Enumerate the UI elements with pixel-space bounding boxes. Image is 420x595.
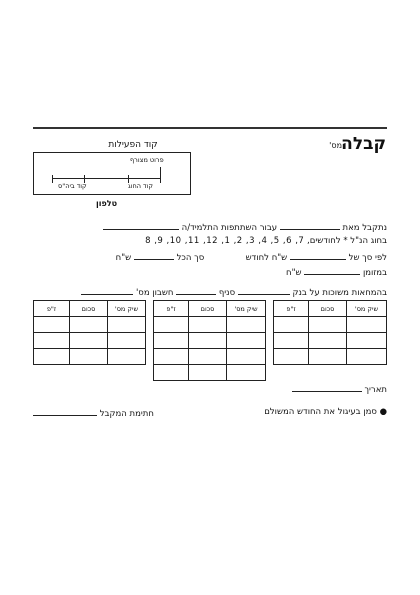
bullet-icon: ● [379,407,387,417]
cheques-bank-label: בהמחאות משוכות על בנק [292,288,387,298]
bank-field[interactable] [238,286,290,295]
months-row [145,236,387,246]
due-date-header: ז"פ [154,301,189,317]
signature-field[interactable] [33,407,97,416]
cheque-table-right [273,300,387,365]
amount-header: סכום [70,301,108,317]
table-row [154,317,266,333]
cash-row [286,266,387,278]
receipt-number-label: מס' [329,141,342,150]
item-detail-label: פרוט מצורף [130,156,164,164]
top-rule [33,127,387,129]
table-row [34,317,146,333]
received-from-row [103,221,387,233]
receipt-title: קבלה [341,134,386,154]
date-label: תאריך [364,385,387,395]
table-row [274,349,387,365]
account-field[interactable] [81,286,133,295]
due-date-header: ז"פ [274,301,309,317]
phone-label: טלפון [96,199,118,208]
cheque-table-middle [153,300,266,381]
amount-header: סכום [309,301,347,317]
table-row [154,365,266,381]
date-row [292,383,387,395]
amount-header: סכום [189,301,227,317]
activity-code-title: קוד הפעילות [108,140,158,150]
cheque-table-left [33,300,146,365]
table-row [34,349,146,365]
cheque-no-header: שיק מס' [108,301,146,317]
activity-code-box [33,152,191,195]
per-amount-label: לפי סך של [348,253,387,263]
cash-amount-field[interactable] [304,266,360,275]
table-row [274,333,387,349]
school-code-label: קוד ביה"ס [58,182,87,190]
monthly-amount-field[interactable] [290,251,346,260]
received-from-field[interactable] [280,221,340,230]
cash-nis-label: ש"ח [286,268,302,278]
received-from-label: נתקבל מאת [342,223,387,233]
signature-row [33,407,154,419]
branch-label: סניף [218,288,236,298]
cheque-no-header: שיק מס' [227,301,266,317]
branch-field[interactable] [176,286,216,295]
amount-row [116,251,387,263]
receiver-signature-label: חתימת המקבל [99,409,154,419]
code-tick [160,167,161,183]
months-prefix: בחוג הנ"ל * לחודשים, [307,236,387,246]
total-nis-label: ש"ח [115,253,132,263]
table-row [34,333,146,349]
table-row [274,317,387,333]
cheque-no-header: שיק מס' [347,301,387,317]
total-label: סך הכל [176,253,205,263]
due-date-header: ז"פ [34,301,70,317]
months-list[interactable]: 7, 6, 5, 4, 3, 2, 1, 12, 11, 10, 9, 8 [145,236,305,246]
date-field[interactable] [292,383,362,392]
participation-label: עבור השתתפות התלמיד/ה [181,223,278,233]
code-tick [52,175,53,183]
mark-month-label: סמן בעיגול את החודש המשולם [264,407,377,417]
account-label: חשבון מס' [135,288,174,298]
cheques-row [81,286,387,298]
in-cash-label: במזומן [362,268,387,278]
table-row [154,333,266,349]
student-name-field[interactable] [103,221,179,230]
total-field[interactable] [134,251,174,260]
table-row [154,349,266,365]
mark-month-note [264,407,387,417]
course-code-label: קוד החוג [128,182,153,190]
nis-per-month-label: ש"ח לחודש [245,253,288,263]
